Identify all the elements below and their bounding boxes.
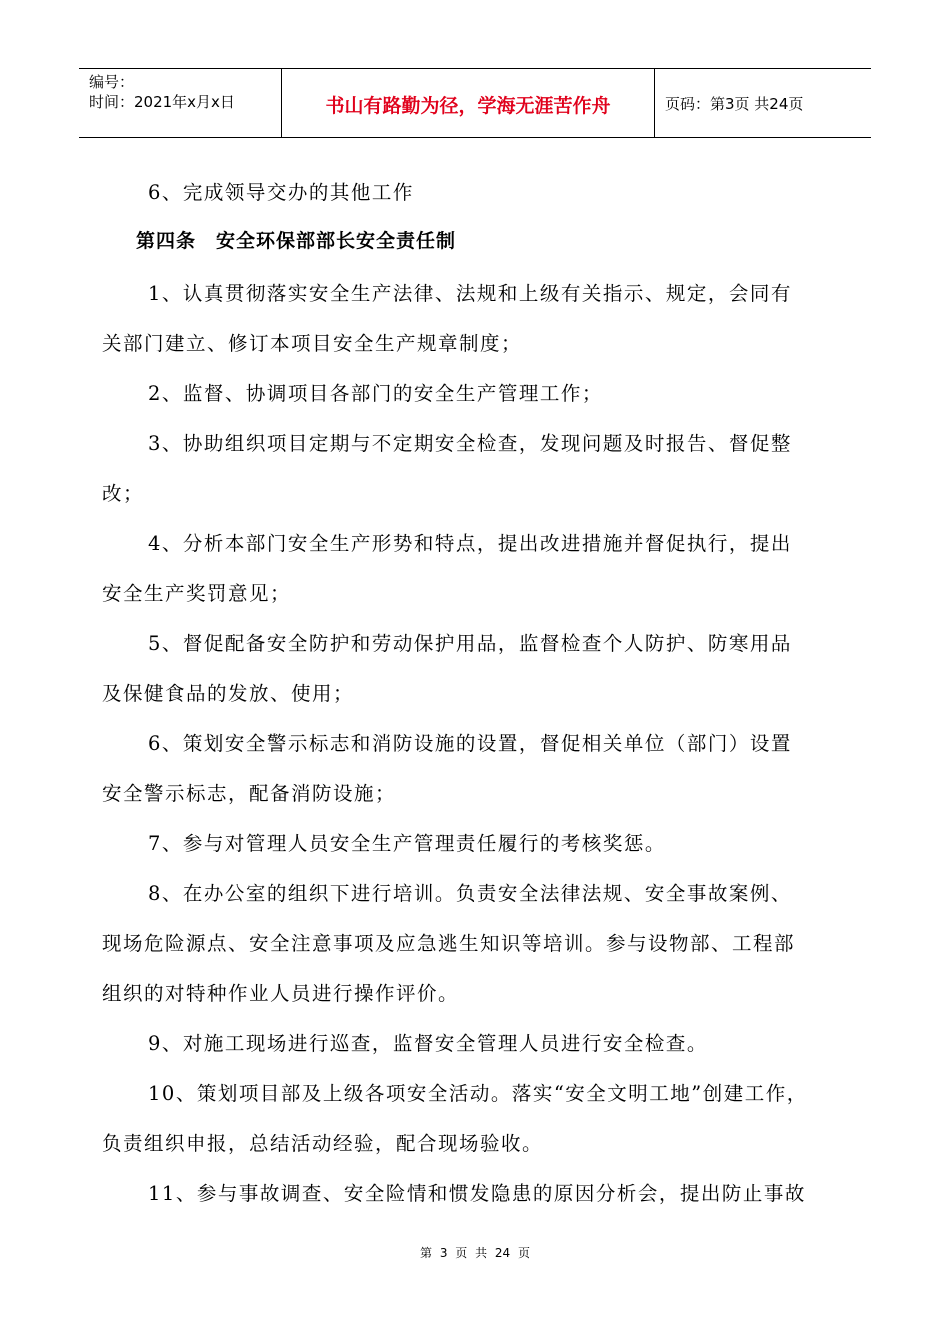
paragraph-line: 2、监督、协调项目各部门的安全生产管理工作； <box>148 382 603 405</box>
header-right-cell <box>655 69 871 137</box>
paragraph-line: 6、策划安全警示标志和消防设施的设置，督促相关单位（部门）设置 <box>148 732 792 755</box>
list-item <box>102 175 850 225</box>
section-title: 第四条 安全环保部部长安全责任制 <box>136 230 457 252</box>
paragraph-line: 7、参与对管理人员安全生产管理责任履行的考核奖惩。 <box>148 832 666 855</box>
paragraph <box>102 1026 850 1076</box>
paragraph-line: 6、完成领导交办的其他工作 <box>148 181 414 204</box>
header-middle-cell <box>282 69 655 137</box>
paragraph-line: 1、认真贯彻落实安全生产法律、法规和上级有关指示、规定，会同有 <box>148 282 792 305</box>
paragraph-line: 改； <box>102 482 145 505</box>
paragraph-line: 负责组织申报，总结活动经验，配合现场验收。 <box>102 1132 544 1155</box>
paragraph <box>102 826 850 876</box>
paragraph <box>102 276 850 376</box>
paragraph-line: 10、策划项目部及上级各项安全活动。落实“安全文明工地”创建工作， <box>148 1082 808 1105</box>
document-header <box>79 68 871 138</box>
paragraph <box>102 376 850 426</box>
paragraph-line: 及保健食品的发放、使用； <box>102 682 355 705</box>
paragraph-line: 现场危险源点、安全注意事项及应急逃生知识等培训。参与设物部、工程部 <box>102 932 796 955</box>
paragraph-line: 5、督促配备安全防护和劳动保护用品，监督检查个人防护、防寒用品 <box>148 632 792 655</box>
paragraph-line: 关部门建立、修订本项目安全生产规章制度； <box>102 332 523 355</box>
paragraph-line: 组织的对特种作业人员进行操作评价。 <box>102 982 460 1005</box>
page-footer: 第 3 页 共 24 页 <box>420 1246 530 1260</box>
paragraph-line: 安全生产奖罚意见； <box>102 582 292 605</box>
paragraph-line: 8、在办公室的组织下进行培训。负责安全法律法规、安全事故案例、 <box>148 882 792 905</box>
paragraph <box>102 426 850 526</box>
paragraph <box>102 726 850 826</box>
paragraph <box>102 1076 850 1176</box>
time-label: 时间：2021年x月x日 <box>89 93 235 111</box>
number-label: 编号： <box>89 73 135 91</box>
paragraph-line: 3、协助组织项目定期与不定期安全检查，发现问题及时报告、督促整 <box>148 432 792 455</box>
paragraph-line: 4、分析本部门安全生产形势和特点，提出改进措施并督促执行，提出 <box>148 532 792 555</box>
paragraph-line: 安全警示标志，配备消防设施； <box>102 782 397 805</box>
header-motto: 书山有路勤为径，学海无涯苦作舟 <box>325 95 611 117</box>
paragraph <box>102 1176 850 1226</box>
paragraph-line: 9、对施工现场进行巡查，监督安全管理人员进行安全检查。 <box>148 1032 708 1055</box>
paragraph <box>102 876 850 1026</box>
paragraph-line: 11、参与事故调查、安全险情和惯发隐患的原因分析会，提出防止事故 <box>148 1182 806 1205</box>
header-page-info: 页码：第3页 共24页 <box>665 95 804 113</box>
paragraph <box>102 526 850 626</box>
header-left-cell <box>79 69 282 137</box>
paragraph <box>102 626 850 726</box>
